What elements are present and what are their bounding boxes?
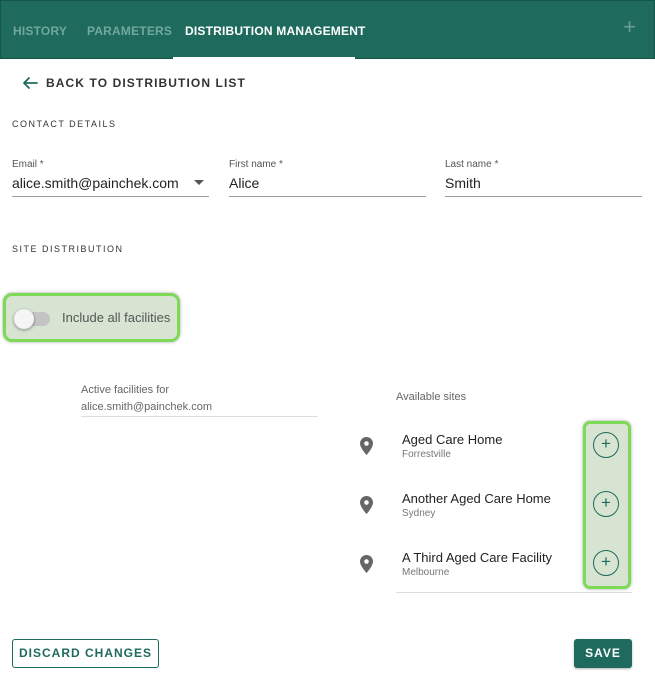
site-city: Forrestville xyxy=(402,449,451,460)
active-facilities-title: Active facilities for xyxy=(81,384,170,396)
include-all-highlight xyxy=(3,293,180,342)
first-name-field[interactable] xyxy=(229,157,426,197)
top-tab-bar xyxy=(0,0,655,59)
last-name-field[interactable] xyxy=(445,157,642,197)
first-name-label: First name * xyxy=(229,159,283,170)
chevron-down-icon[interactable] xyxy=(194,180,204,185)
email-value: alice.smith@painchek.com xyxy=(12,175,179,191)
back-to-distribution-list-link[interactable] xyxy=(22,75,246,91)
last-name-value: Smith xyxy=(445,175,481,191)
location-pin-icon xyxy=(360,496,373,514)
tab-parameters[interactable]: PARAMETERS xyxy=(87,24,173,38)
site-city: Melbourne xyxy=(402,567,450,578)
back-label: BACK TO DISTRIBUTION LIST xyxy=(46,76,246,90)
site-city: Sydney xyxy=(402,508,436,519)
email-field[interactable] xyxy=(12,157,209,197)
email-label: Email * xyxy=(12,159,44,170)
contact-details-heading: CONTACT DETAILS xyxy=(12,119,117,129)
site-name: A Third Aged Care Facility xyxy=(402,550,553,565)
site-distribution-heading: SITE DISTRIBUTION xyxy=(12,244,124,254)
plus-icon[interactable]: + xyxy=(623,14,636,39)
toggle-knob xyxy=(14,309,34,329)
plus-circle-icon: + xyxy=(601,434,611,453)
active-facilities-label xyxy=(81,382,212,416)
active-tab-indicator xyxy=(173,57,355,60)
site-name: Aged Care Home xyxy=(402,432,503,447)
tab-history[interactable]: HISTORY xyxy=(13,24,68,38)
available-sites-label: Available sites xyxy=(396,391,467,403)
add-site-button[interactable] xyxy=(593,550,619,576)
site-name: Another Aged Care Home xyxy=(402,491,551,506)
last-name-label: Last name * xyxy=(445,159,499,170)
location-pin-icon xyxy=(360,437,373,455)
first-name-value: Alice xyxy=(229,175,260,191)
available-sites-divider xyxy=(396,592,632,593)
plus-circle-icon: + xyxy=(601,552,611,571)
active-facilities-email: alice.smith@painchek.com xyxy=(81,401,212,413)
active-facilities-divider xyxy=(81,416,318,417)
tab-distribution-management[interactable]: DISTRIBUTION MANAGEMENT xyxy=(185,24,366,38)
plus-circle-icon: + xyxy=(601,493,611,512)
include-all-label: Include all facilities xyxy=(62,310,171,325)
location-pin-icon xyxy=(360,555,373,573)
include-all-toggle[interactable] xyxy=(14,308,50,328)
save-button[interactable]: SAVE xyxy=(574,639,632,668)
arrow-left-icon xyxy=(22,75,38,91)
add-site-button[interactable] xyxy=(593,491,619,517)
discard-changes-button[interactable]: DISCARD CHANGES xyxy=(12,639,159,668)
add-site-button[interactable] xyxy=(593,432,619,458)
